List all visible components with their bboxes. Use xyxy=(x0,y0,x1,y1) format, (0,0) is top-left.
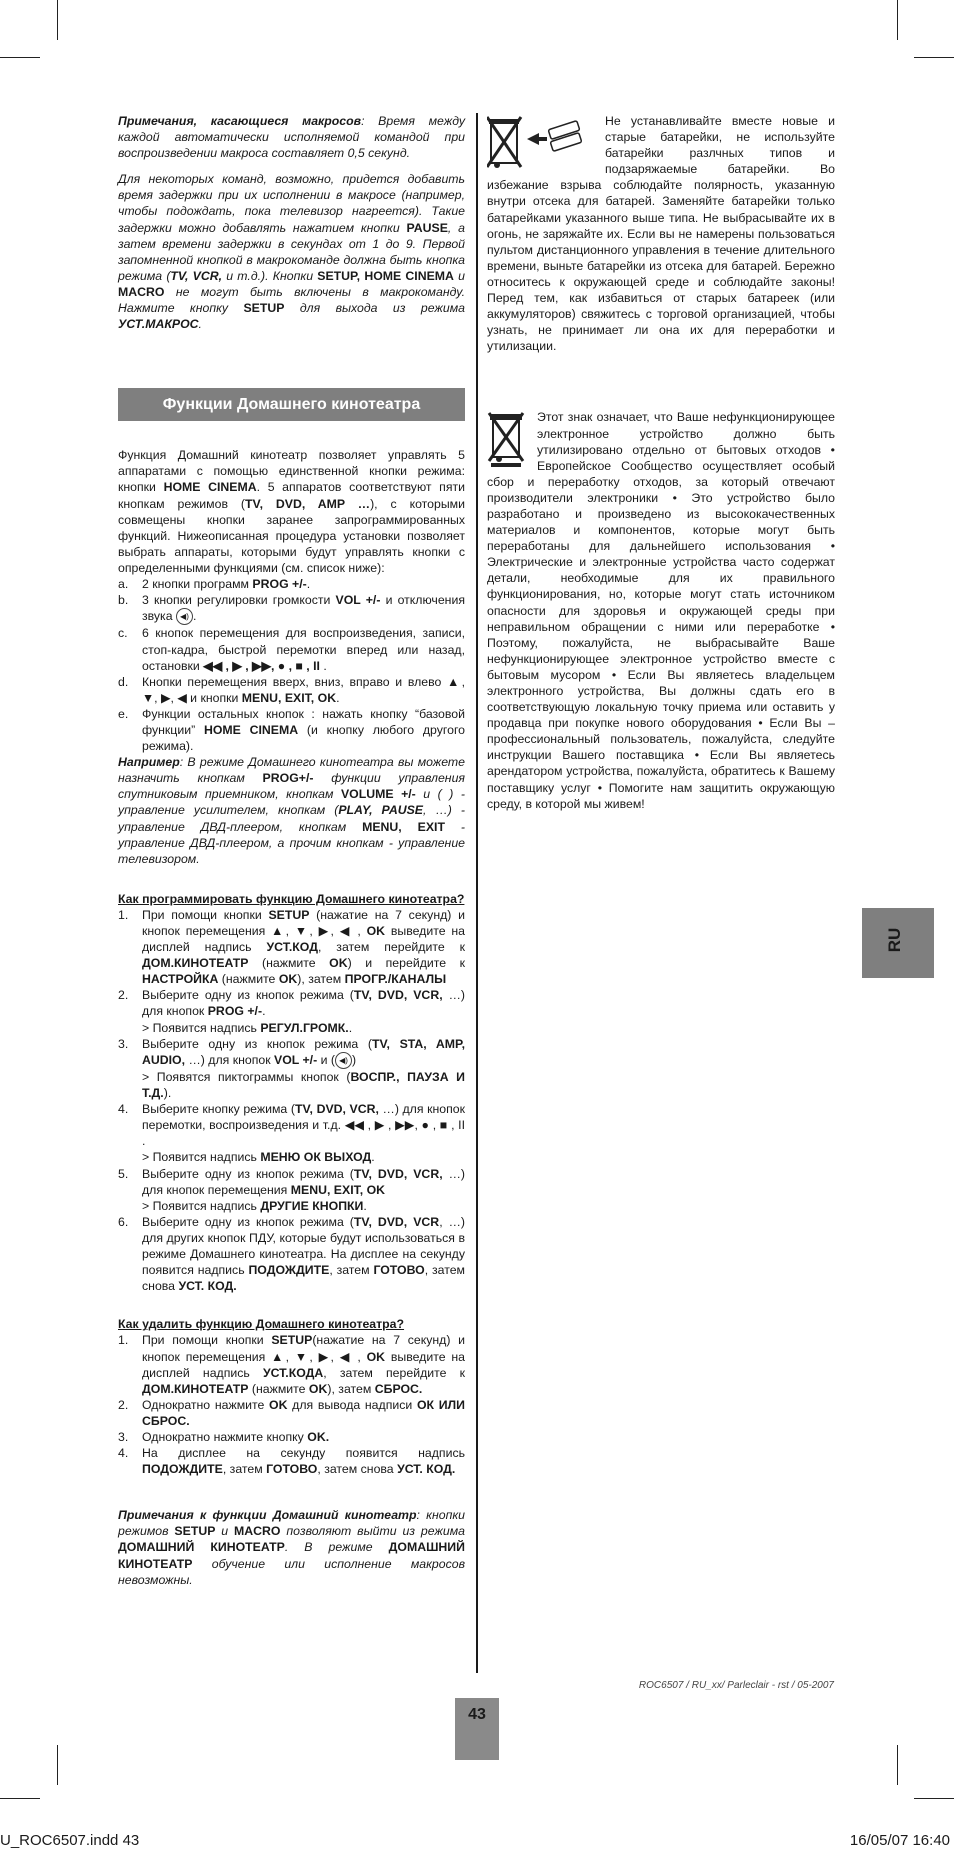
step-item: 3. Однократно нажмите кнопку OK. xyxy=(118,1429,330,1444)
key-label: OK xyxy=(366,924,386,938)
text: - управление ДВД-плеером, а прочим кнопкам - управление телевизором. xyxy=(118,819,466,866)
text: позволяют выйти из режима xyxy=(280,1524,465,1539)
key-label: MENU, EXIT, OK xyxy=(290,1182,386,1197)
weee-paragraph xyxy=(487,409,835,811)
text: . xyxy=(198,317,202,332)
macro-delay-paragraph xyxy=(118,171,465,332)
key-label: TV, DVD, VCR, xyxy=(353,1166,443,1181)
intro-paragraph xyxy=(118,447,465,576)
key-label: TV, DVD, VCR xyxy=(353,1214,440,1229)
key-menu-exit: MENU, EXIT xyxy=(362,819,445,834)
step-number: 1. xyxy=(118,1333,129,1348)
key-label: ГОТОВО xyxy=(373,1263,425,1278)
key-label: SETUP xyxy=(268,907,310,922)
mode-home-cinema: ДОМАШНИЙ КИНОТЕАТР xyxy=(118,1540,285,1555)
key-label: SETUP xyxy=(271,1333,313,1348)
text: и xyxy=(215,1524,235,1539)
list-marker: e. xyxy=(118,706,129,721)
step-item: 2. Однократно нажмите OK для вывода надписи ОК ИЛИ СБРОС. xyxy=(118,1397,465,1428)
example-label: Например xyxy=(118,755,180,770)
battery-paragraph xyxy=(487,113,835,354)
key-volume: VOLUME +/- xyxy=(340,787,416,802)
hc-notes-label: Примечания к функции Домашний кинотеатр xyxy=(118,1508,417,1523)
key-pause: PAUSE xyxy=(406,220,448,235)
key-label: МЕНЮ ОК ВЫХОД xyxy=(260,1150,372,1165)
text: не могут быть включены в макрокоманду. Нажмите кнопку xyxy=(118,284,465,316)
key-home-cinema: HOME CINEMA xyxy=(163,480,257,495)
step-number: 3. xyxy=(118,1036,129,1051)
program-heading: Как программировать функцию Домашнего кинотеатра? xyxy=(118,891,465,906)
hc-notes xyxy=(118,1507,465,1587)
key-label: РЕГУЛ.ГРОМК. xyxy=(260,1020,349,1035)
key-label: OK xyxy=(308,1381,328,1396)
crop-mark xyxy=(914,57,954,58)
text: , а затем времени задержки в секундах от 1 до 9. Первой запомненной кнопкой в макрокоманде должна быть кнопка режима ( xyxy=(118,220,465,283)
key-label: PROG +/- xyxy=(207,1004,263,1019)
text: : кнопки режимов xyxy=(118,1508,465,1539)
key-label: MENU, EXIT, OK xyxy=(241,690,337,705)
key-label: ◀◀ , ▶ , ▶▶, ● , ■ , II xyxy=(203,658,320,673)
key-label: ПОДОЖДИТЕ xyxy=(142,1462,223,1477)
key-label: НАСТРОЙКА xyxy=(142,972,219,987)
footer-file-name: U_ROC6507.indd 43 xyxy=(0,1832,140,1849)
text: Функция Домашний кинотеатр позволяет управлять 5 аппаратами с помощью единственной кнопки режима: кнопки xyxy=(118,448,465,495)
crop-mark xyxy=(897,0,898,40)
function-list-item: d. Кнопки перемещения вверх, вниз, вправо и влево ▲, ▼, ▶, ◀ и кнопки MENU, EXIT, OK. xyxy=(118,674,465,705)
document-reference: ROC6507 / RU_xx/ Parleclair - rst / 05-2007 xyxy=(638,1680,834,1691)
macro-notes-text: : Время между каждой автоматически исполняемой командой при воспроизведении макроса составляет 0,5 секунд. xyxy=(118,114,465,161)
list-marker: b. xyxy=(118,593,129,608)
section-banner: Функции Домашнего кинотеатра xyxy=(118,388,465,421)
left-column xyxy=(118,113,465,1588)
mode-home-cinema: ДОМАШНИЙ КИНОТЕАТР xyxy=(118,1540,465,1571)
key-label: ДРУГИЕ КНОПКИ xyxy=(260,1198,364,1213)
step-item: 2. Выберите одну из кнопок режима (TV, DVD, VCR, …) для кнопок PROG +/-. > Появится надпись РЕГУЛ.ГРОМК.. xyxy=(118,988,466,1035)
weee-text: Этот знак означает, что Ваше нефункционирующее электронное устройство должно быть утилизировано отдельно от бытовых отходов • Европейское Сообщество осуществляет особый сбор и переработку отходов, за который отвечают производители электроники • Это устройство было разработано и произведено из высококачественных материалов и компонентов, которые могут быть переработаны для дальнейшего использования • Электрические и электронные устройства часто содержат детали, необходимые для их правильного функционирования, но, которые могут стать источником опасности для здоровья и окружающей среды при неправильном обращении с ними или переработке • Поэтому, пожалуйста, не выбрасывайте Ваше нефункционирующее электронное устройство вместе с бытовым мусором • Если Вы являетесь владельцем электронного устройства, Вы должны сдать его в соответствующую локальную точку приема или оставить у продавца при покупке нового оборудования • Если Вы – профессиональный пользователь, пожалуйста, следуйте инструкции Вашего поставщика • Если Вы являетесь арендатором устройства, пожалуйста, обратитесь к Вашему поставщику услуг • Помогите нам защитить окружающую среду, в которой мы живем! xyxy=(487,410,835,811)
text: . В режиме xyxy=(284,1540,389,1555)
language-tab xyxy=(862,908,934,978)
step-item: 4. На дисплее на секунду появится надпись ПОДОЖДИТЕ, затем ГОТОВО, затем снова УСТ. КОД. xyxy=(118,1446,465,1477)
mute-speaker-icon: ◀) xyxy=(335,1052,352,1069)
key-label: СБРОС. xyxy=(374,1381,423,1396)
text: функции управления спутниковым приемником, кнопкам xyxy=(118,771,465,802)
key-label: OK xyxy=(269,1397,288,1412)
step-number: 2. xyxy=(118,1397,129,1412)
key-macro: MACRO xyxy=(234,1524,281,1539)
crossed-bin-battery-icon xyxy=(487,115,595,175)
crop-mark xyxy=(57,1745,58,1785)
text: и ( ) - управление усилителем, кнопкам ( xyxy=(118,787,465,818)
key-label: УСТ.КОДА xyxy=(262,1365,324,1380)
key-label: ДОМ.КИНОТЕАТР xyxy=(142,1381,249,1396)
key-label: VOL +/- xyxy=(335,593,381,608)
text: и т.д.). Кнопки xyxy=(222,268,318,283)
key-label: TV, DVD, VCR, xyxy=(294,1102,379,1117)
crossed-wheelie-bin-icon xyxy=(487,411,527,471)
key-label: ДОМ.КИНОТЕАТР xyxy=(142,956,249,971)
step-item: 5. Выберите одну из кнопок режима (TV, DVD, VCR, …) для кнопок перемещения MENU, EXIT, OK > Появится надпись ДРУГИЕ КНОПКИ. xyxy=(118,1166,466,1213)
key-label: УСТ. КОД. xyxy=(178,1279,237,1294)
key-macro: MACRO xyxy=(118,284,165,299)
step-item: 1. При помощи кнопки SETUP (нажатие на 7 секунд) и кнопок перемещения ▲, ▼, ▶, ◀ , OK выведите на дисплей надпись УСТ.КОД, затем перейдите к ДОМ.КИНОТЕАТР (нажмите OK) и перейдите к НАСТРОЙКА (нажмите OK), затем ПРОГР./КАНАЛЫ xyxy=(118,907,465,987)
macro-notes xyxy=(118,113,465,161)
step-item: 6. Выберите одну из кнопок режима (TV, DVD, VCR, …) для других кнопок ПДУ, которые будут использоваться в режиме Домашнего кинотеатра. На дисплее на секунду появится надпись ПОДОЖДИТЕ, затем ГОТОВО, затем снова УСТ. КОД. xyxy=(118,1214,465,1294)
mode-ust-macros: УСТ.МАКРОС xyxy=(118,317,199,332)
key-setup: SETUP xyxy=(243,301,285,316)
key-label: УСТ.КОД xyxy=(266,940,318,955)
text: ), с которыми совмещены кнопки заранее запрограммированных функций. Нижеописанная процедура установки позволяет выбрать аппараты, которыми будут управлять кнопки с определенными функциями (см. список ниже): xyxy=(118,496,465,575)
crop-mark xyxy=(0,57,40,58)
program-steps-list xyxy=(118,907,465,1294)
text: , …) - управление ДВД-плеером, кнопкам xyxy=(118,803,465,834)
key-label: PROG +/- xyxy=(252,576,307,591)
page-number: 43 xyxy=(455,1698,499,1760)
step-number: 4. xyxy=(118,1102,129,1117)
text: для выхода из режима xyxy=(284,301,465,316)
key-label: ВОСПР., ПАУЗА И Т.Д. xyxy=(142,1070,465,1101)
crop-mark xyxy=(914,1798,954,1799)
text: : В режиме Домашнего кинотеатра вы можете назначить кнопкам xyxy=(118,755,465,786)
footer-date: 16/05/07 16:40 xyxy=(849,1832,950,1849)
step-number: 6. xyxy=(118,1214,129,1229)
function-list-item: b. 3 кнопки регулировки громкости VOL +/- и отключения звука ◀) . xyxy=(118,592,465,625)
key-play-pause: PLAY, PAUSE xyxy=(338,803,424,818)
step-number: 5. xyxy=(118,1166,129,1181)
key-label: OK xyxy=(329,956,348,971)
key-label: VOL +/- xyxy=(274,1052,318,1067)
text: Для некоторых команд, возможно, придется добавить время задержки при их исполнении в макросе (например, чтобы подождать, пока телевизор нагреется). Такие задержки можно добавлять нажатием кнопки xyxy=(118,172,465,235)
delete-heading: Как удалить функцию Домашнего кинотеатра? xyxy=(118,1317,405,1332)
step-number: 2. xyxy=(118,988,129,1003)
key-label: HOME CINEMA xyxy=(203,722,299,737)
crop-mark xyxy=(897,1745,898,1785)
step-number: 4. xyxy=(118,1446,129,1461)
key-modes: TV, DVD, AMP … xyxy=(245,496,371,511)
right-column xyxy=(487,113,835,812)
crop-mark xyxy=(0,1798,40,1799)
list-marker: a. xyxy=(118,576,129,591)
key-setup: SETUP xyxy=(174,1524,216,1539)
macro-notes-label: Примечания, касающиеся макросов xyxy=(118,114,362,128)
key-label: УСТ. КОД. xyxy=(397,1462,456,1477)
key-label: OK. xyxy=(307,1429,330,1444)
text: обучение или исполнение макросов невозможны. xyxy=(118,1556,465,1587)
key-label: ПОДОЖДИТЕ xyxy=(248,1263,330,1278)
key-label: OK xyxy=(278,972,298,987)
column-divider xyxy=(476,113,478,1673)
text: . 5 аппаратов соответствуют пяти кнопкам режимов ( xyxy=(118,480,465,511)
step-item: 1. При помощи кнопки SETUP(нажатие на 7 секунд) и кнопок перемещения ▲, ▼, ▶, ◀ , OK выведите на дисплей надпись УСТ.КОДА, затем перейдите к ДОМ.КИНОТЕАТР (нажмите OK), затем СБРОС. xyxy=(118,1333,466,1396)
key-label: ОК ИЛИ СБРОС. xyxy=(142,1397,465,1428)
function-list-item: c. 6 кнопок перемещения для воспроизведения, записи, стоп-кадра, быстрой перемотки вперед или назад, остановки ◀◀ , ▶ , ▶▶, ● , ■ , II . xyxy=(118,626,465,673)
step-item: 3. Выберите одну из кнопок режима (TV, STA, AMP, AUDIO, …) для кнопок VOL +/- и ( ◀) ) > Появятся пиктограммы кнопок (ВОСПР., ПАУЗА И Т.Д.). xyxy=(118,1036,465,1101)
key-label: ПРОГР./КАНАЛЫ xyxy=(344,972,447,987)
example-paragraph xyxy=(118,754,465,867)
key-label: ГОТОВО xyxy=(266,1462,318,1477)
key-setup-hc: SETUP, HOME CINEMA xyxy=(317,268,454,283)
list-marker: d. xyxy=(118,674,129,689)
function-list-item: e. Функции остальных кнопок : нажать кнопку “базовой функции” HOME CINEMA (и кнопку любого другого режима). xyxy=(118,706,465,754)
key-label: TV, STA, AMP, AUDIO, xyxy=(142,1036,465,1067)
step-item: 4. Выберите кнопку режима (TV, DVD, VCR, …) для кнопок перемотки, воспроизведения и т.д. ◀◀ , ▶ , ▶▶, ● , ■ , II . > Появится надпись МЕНЮ ОК ВЫХОД. xyxy=(118,1102,465,1165)
key-label: TV, DVD, VCR, xyxy=(353,988,443,1003)
key-label: OK xyxy=(366,1349,386,1364)
delete-steps-list xyxy=(118,1332,465,1477)
key-prog: PROG+/- xyxy=(262,771,314,786)
language-code: RU xyxy=(885,927,904,953)
key-modes: TV, VCR, xyxy=(170,268,223,283)
step-number: 1. xyxy=(118,907,129,922)
text: и xyxy=(453,268,465,283)
crop-mark xyxy=(57,0,58,40)
function-list-item: a. 2 кнопки программ PROG +/-. xyxy=(118,576,311,591)
mute-speaker-icon: ◀) xyxy=(176,608,193,625)
battery-text: Не устанавливайте вместе новые и старые батарейки, не используйте батарейки разлчных типов и подзаряжаемые батарейки. Во избежание взрыва соблюдайте полярность, указанную внутри отсека для батарей. Заменяйте батарейки только батарейками указанного выше типа. Не выбрасывайте их в огонь, не заряжайте их. Если вы не намерены пользоваться пультом дистанционного управления в течение длительного времени, выньте батарейки из отсека для батарей. Бережно относитесь к окружающей среде и соблюдайте законы! Перед тем, как избавиться от старых батареек (или аккумуляторов) свяжитесь с торговой организацией, чтобы узнать, не принимает ли она их для переработки и утилизации. xyxy=(487,114,835,354)
function-list xyxy=(118,576,465,754)
list-marker: c. xyxy=(118,626,128,641)
step-number: 3. xyxy=(118,1429,129,1444)
